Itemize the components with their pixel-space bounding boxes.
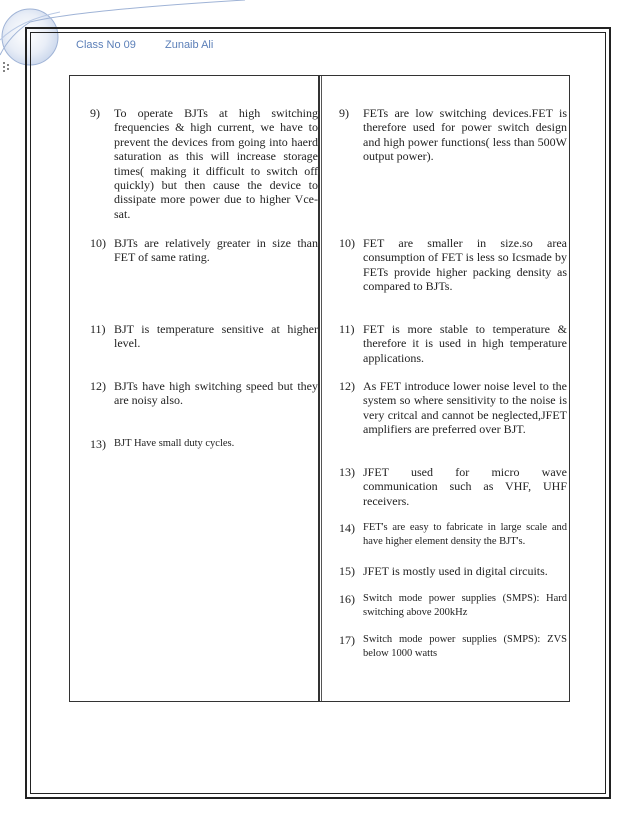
item-text: BJT Have small duty cycles.: [114, 438, 235, 449]
list-item: [339, 592, 567, 621]
list-item: [339, 322, 567, 365]
column-divider: [318, 76, 320, 701]
list-item: [339, 465, 567, 508]
item-number: 11): [90, 322, 106, 336]
item-text: Switch mode power supplies (SMPS): Hard switching above 200kHz: [363, 593, 567, 619]
page-header: [76, 39, 213, 51]
item-number: 13): [90, 437, 106, 451]
list-item: [339, 633, 567, 662]
item-number: 11): [339, 322, 355, 336]
column-divider-inner: [321, 76, 322, 701]
item-text: FET are smaller in size.so area consumption of FET is less so Icsmade by FETs provide higher packing density as compared to BJTs.: [363, 236, 567, 294]
list-item: [90, 322, 318, 351]
author-name: Zunaib Ali: [164, 39, 214, 51]
list-item: [90, 379, 318, 408]
item-text: JFET is mostly used in digital circuits.: [363, 564, 548, 578]
list-item: [90, 106, 318, 221]
item-text: FETs are low switching devices.FET is therefore used for power switch design and high power functions( less than 500W output power).: [363, 106, 567, 164]
item-text: Switch mode power supplies (SMPS): ZVS below 1000 watts: [363, 634, 567, 660]
item-number: 17): [339, 633, 355, 647]
item-text: FET is more stable to temperature & therefore it is used in high temperature applications.: [363, 322, 567, 365]
item-text: JFET used for micro wave communication such as VHF, UHF receivers.: [363, 465, 567, 508]
list-item: [339, 521, 567, 550]
item-text: FET's are easy to fabricate in large scale and have higher element density the BJT's.: [363, 522, 567, 548]
item-number: 14): [339, 521, 355, 535]
item-number: 9): [90, 106, 100, 120]
item-number: 10): [339, 236, 355, 250]
class-number: Class No 09: [76, 39, 136, 51]
list-item: [90, 437, 318, 451]
item-text: BJTs are relatively greater in size than FET of same rating.: [114, 236, 318, 265]
item-text: To operate BJTs at high switching frequencies & high current, we have to prevent the devices from going into haerd saturation as this will increase storage times( making it difficult to switch off quickly) but then cause the device to dissipate more power due to higher Vce-sat.: [114, 106, 318, 221]
item-text: As FET introduce lower noise level to the system so where sensitivity to the noise is very critcal and cannot be neglected,JFET amplifiers are preferred over BJT.: [363, 379, 567, 437]
item-number: 12): [339, 379, 355, 393]
list-item: [339, 106, 567, 164]
list-item: [339, 564, 567, 578]
item-number: 13): [339, 465, 355, 479]
comparison-table: [69, 75, 570, 702]
item-number: 10): [90, 236, 106, 250]
list-item: [339, 236, 567, 294]
item-text: BJT is temperature sensitive at higher level.: [114, 322, 318, 351]
item-number: 9): [339, 106, 349, 120]
list-item: [90, 236, 318, 265]
item-text: BJTs have high switching speed but they are noisy also.: [114, 379, 318, 408]
list-item: [339, 379, 567, 437]
item-number: 12): [90, 379, 106, 393]
item-number: 16): [339, 592, 355, 606]
item-number: 15): [339, 564, 355, 578]
